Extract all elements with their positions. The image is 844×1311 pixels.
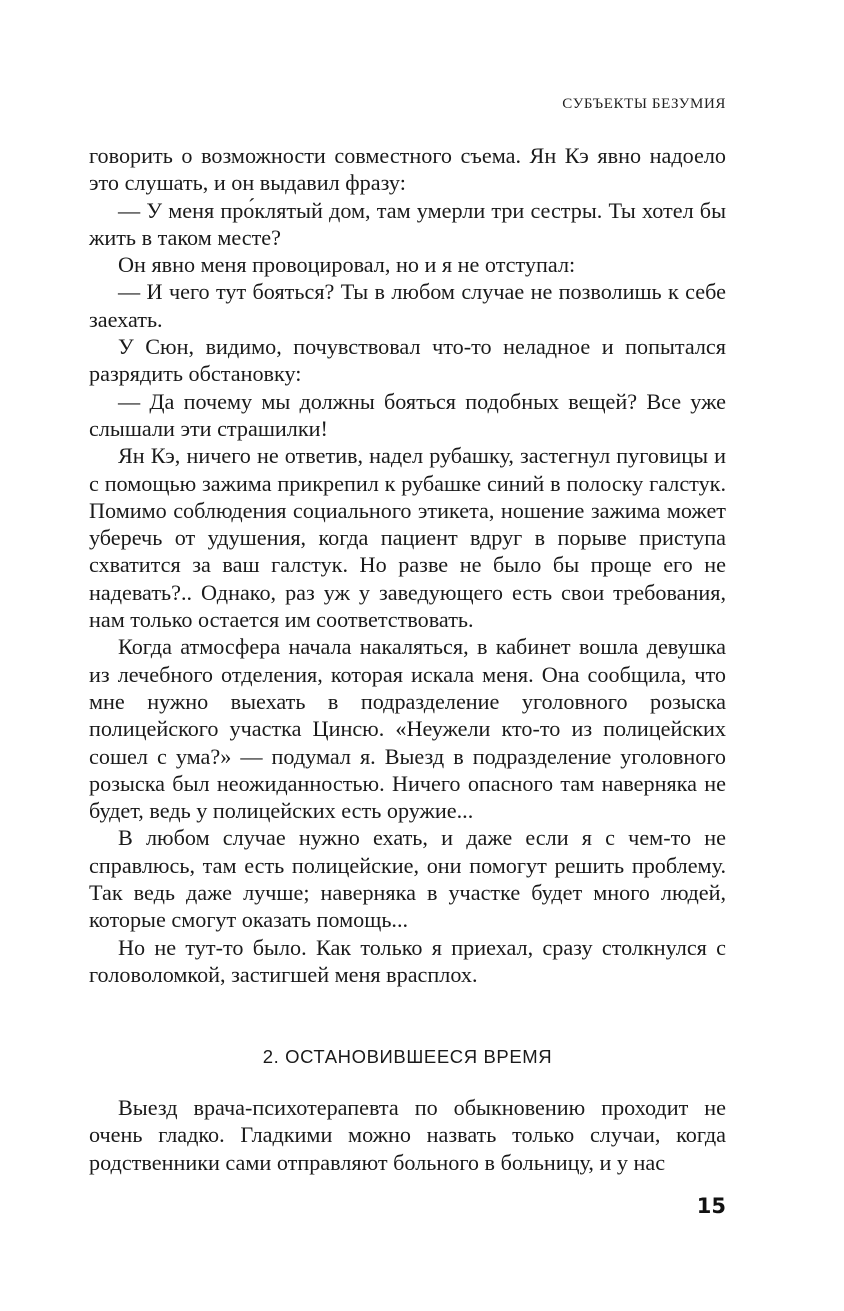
paragraph: — У меня про́клятый дом, там умерли три сестры. Ты хотел бы жить в таком месте?: [89, 197, 726, 250]
paragraph: Выезд врача-психотерапевта по обыкновению проходит не очень гладко. Гладкими можно назвать только случаи, когда родственники сами отправляют больного в больницу, и у нас: [89, 1095, 726, 1175]
main-text: [89, 142, 726, 988]
paragraph: Но не тут-то было. Как только я приехал, сразу столкнулся с головоломкой, застигшей меня врасплох.: [89, 934, 726, 987]
page-number: 15: [696, 1194, 726, 1218]
section-title: 2. ОСТАНОВИВШЕЕСЯ ВРЕМЯ: [262, 1046, 553, 1067]
paragraph: — Да почему мы должны бояться подобных вещей? Все уже слышали эти страшилки!: [89, 388, 726, 441]
paragraph: Он явно меня провоцировал, но и я не отступал:: [118, 252, 576, 278]
paragraph: Ян Кэ, ничего не ответив, надел рубашку, застегнул пуговицы и с помощью зажима прикрепил к рубашке синий в полоску галстук. Помимо соблюдения социального этикета, ношение зажима может уберечь от удушения, когда пациент вдруг в порыве приступа схватится за ваш галстук. Но разве не было бы проще его не надевать?.. Однако, раз уж у заведующего есть свои требования, нам только остается им соответствовать.: [89, 443, 726, 633]
paragraph: говорить о возможности совместного съема. Ян Кэ явно надоело это слушать, и он выдавил фразу:: [89, 143, 726, 196]
running-head: СУБЪЕКТЫ БЕЗУМИЯ: [562, 96, 726, 112]
paragraph: Когда атмосфера начала накаляться, в кабинет вошла девушка из лечебного отделения, которая искала меня. Она сообщила, что мне нужно выехать в подразделение уголовного розыска полицейского участка Цинсю. «Неужели кто-то из полицейских сошел с ума?» — подумал я. Выезд в подразделение уголовного розыска был неожиданностью. Ничего опасного там наверняка не будет, ведь у полицейских есть оружие...: [89, 634, 726, 824]
paragraph: У Сюн, видимо, почувствовал что-то неладное и попытался разрядить обстановку:: [89, 334, 726, 387]
section-text: [89, 1094, 726, 1176]
paragraph: В любом случае нужно ехать, и даже если я с чем-то не справлюсь, там есть полицейские, они помогут решить проблему. Так ведь даже лучше; наверняка в участке будет много людей, которые смогут оказать помощь...: [89, 825, 726, 933]
paragraph: — И чего тут бояться? Ты в любом случае не позволишь к себе заехать.: [89, 279, 726, 332]
